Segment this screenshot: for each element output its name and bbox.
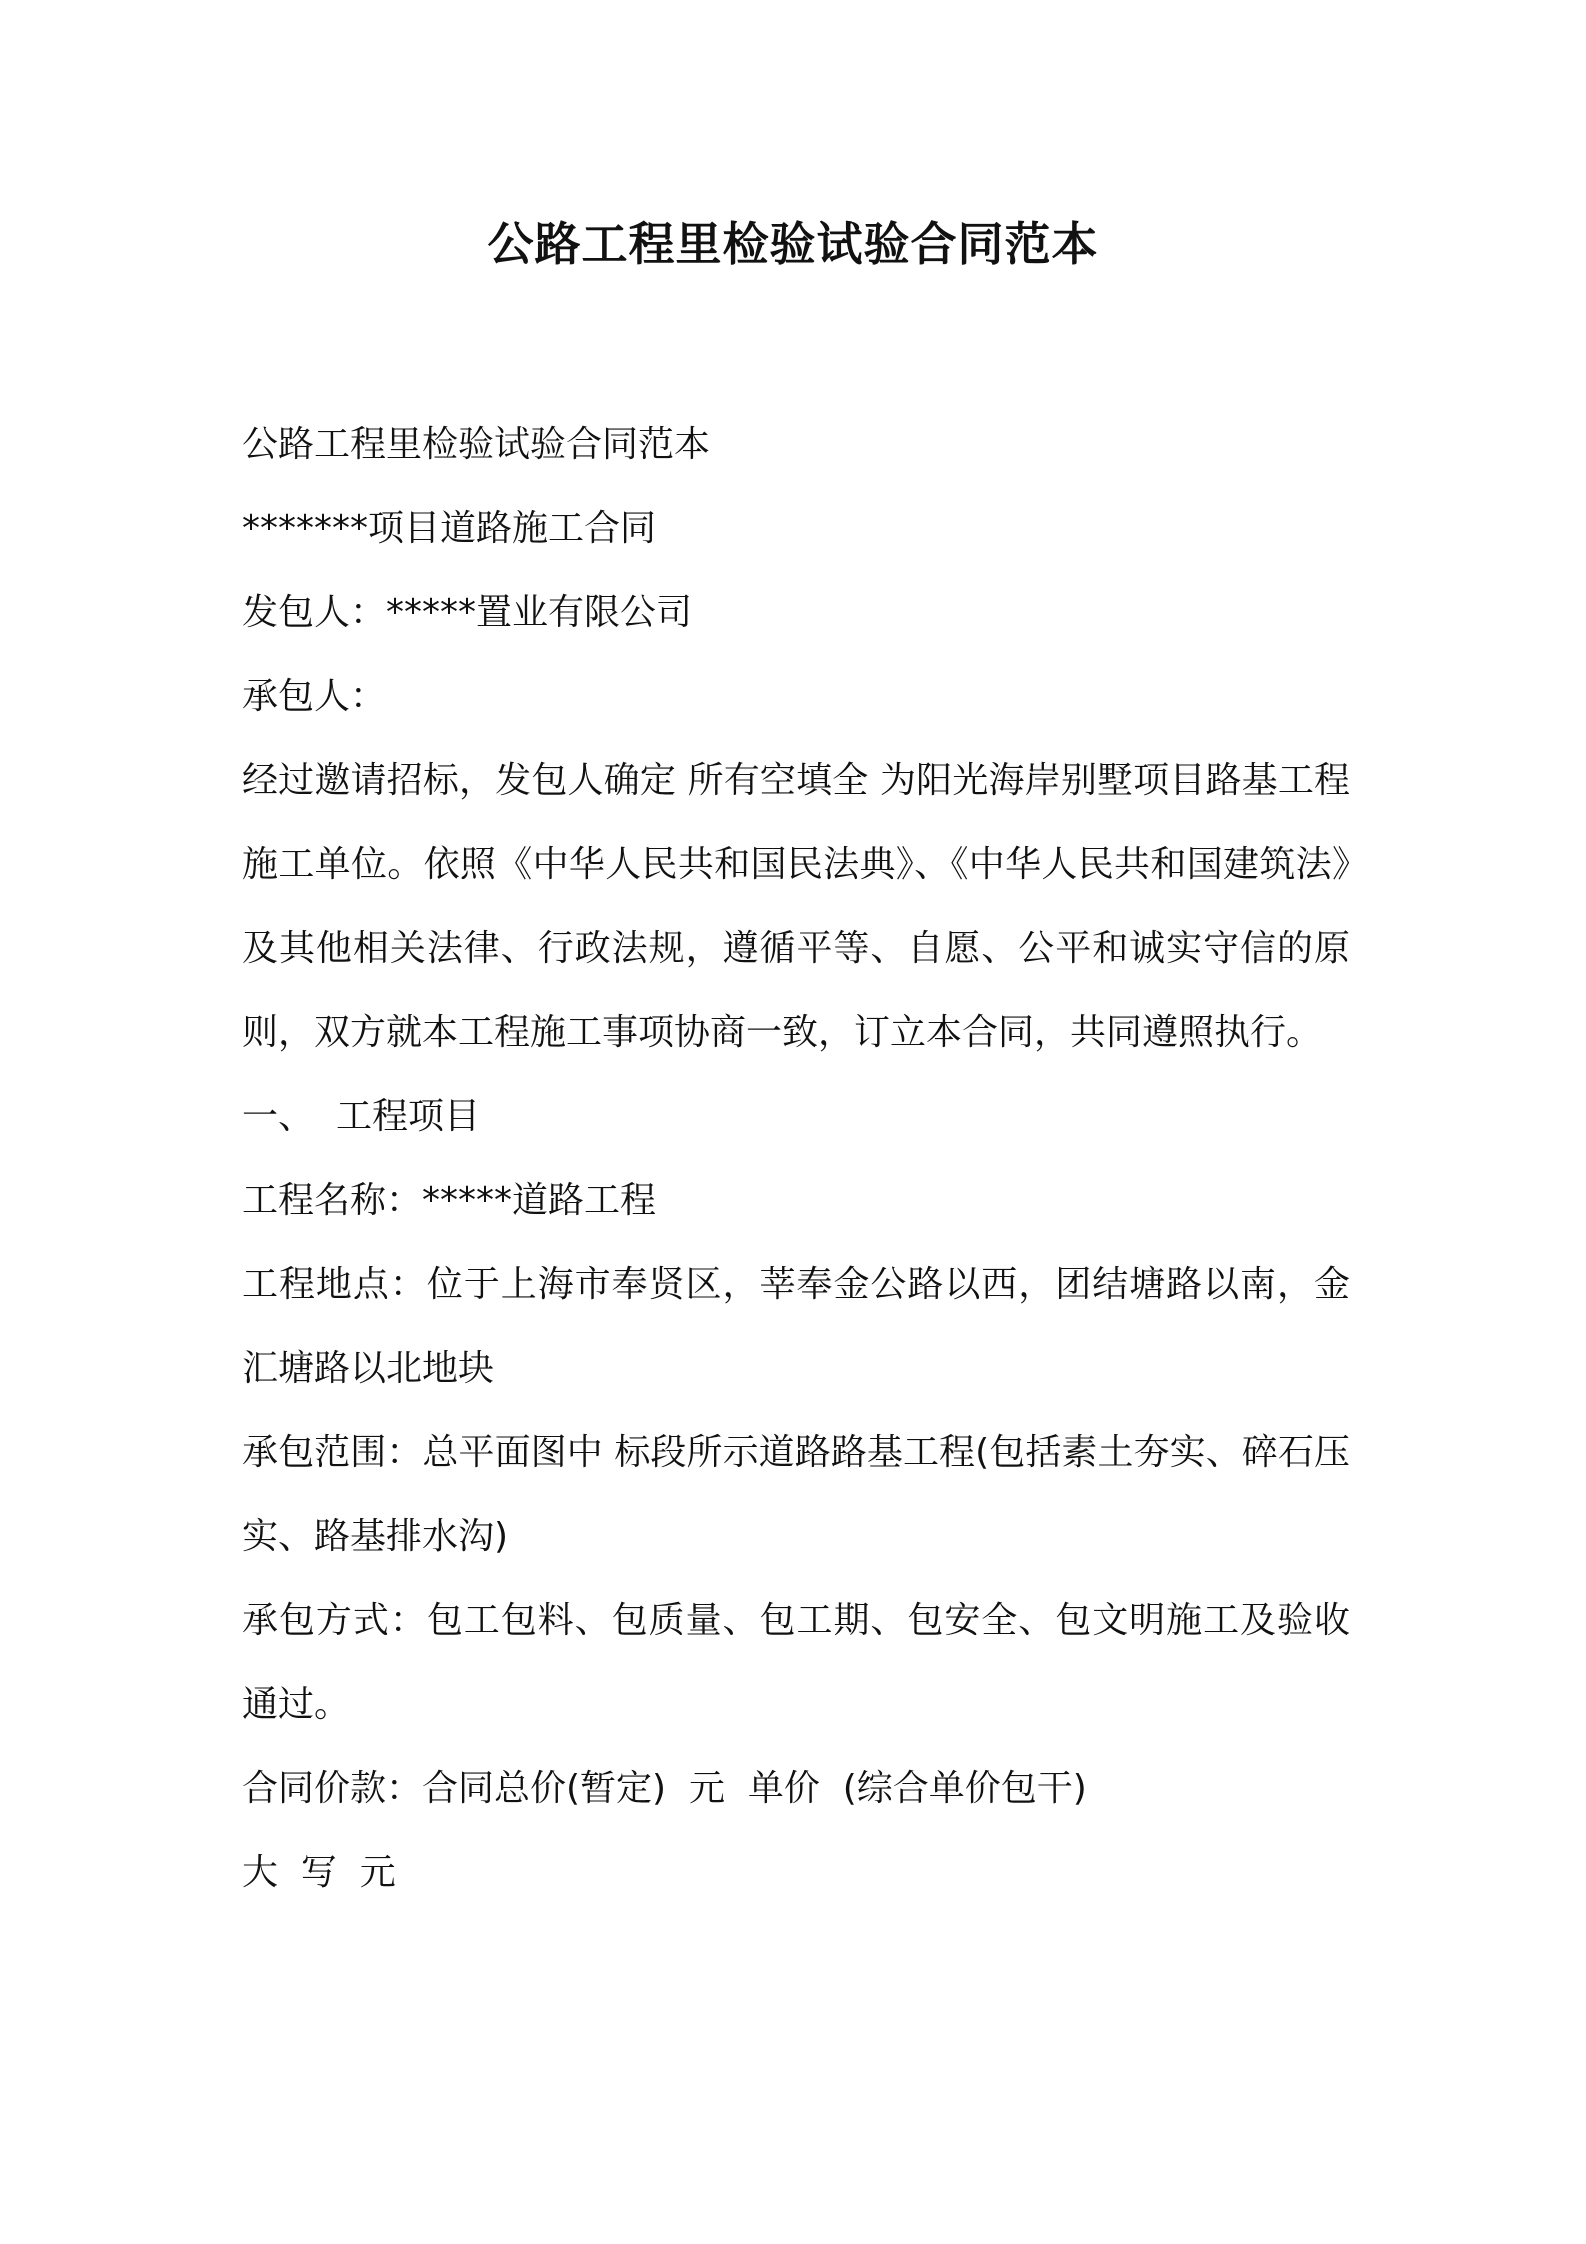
- project-contract-name: *******项目道路施工合同: [242, 508, 657, 549]
- contract-price-line: 合同价款：合同总价(暂定) 元 单价 (综合单价包干): [242, 1768, 1087, 1809]
- document-title: 公路工程里检验试验合同范本: [487, 217, 1099, 271]
- section-number: 一、: [242, 1096, 315, 1137]
- contract-subtitle: 公路工程里检验试验合同范本: [242, 424, 711, 465]
- amount-in-words-line: 大 写 元: [242, 1852, 396, 1893]
- project-location-line: 工程地点：位于上海市奉贤区，莘奉金公路以西，团结塘路以南，金汇塘路以北地块: [242, 1264, 1350, 1389]
- document-body: [242, 403, 1350, 1915]
- section-title: 工程项目: [336, 1096, 481, 1137]
- project-name-line: 工程名称：*****道路工程: [242, 1180, 657, 1221]
- contract-method-line: 承包方式：包工包料、包质量、包工期、包安全、包文明施工及验收通过。: [242, 1600, 1350, 1725]
- contractor-line: 承包人：: [242, 676, 387, 717]
- section-heading-project: [242, 1075, 1350, 1159]
- contract-scope-line: 承包范围：总平面图中 标段所示道路路基工程(包括素土夯实、碎石压实、路基排水沟): [242, 1432, 1350, 1557]
- employer-line: 发包人：*****置业有限公司: [242, 592, 693, 633]
- preamble-paragraph: 经过邀请招标，发包人确定 所有空填全 为阳光海岸别墅项目路基工程施工单位。依照《中华人民共和国民法典》、《中华人民共和国建筑法》及其他相关法律、行政法规，遵循平等、自愿、公平和诚实守信的原则，双方就本工程施工事项协商一致，订立本合同，共同遵照执行。: [242, 760, 1350, 1053]
